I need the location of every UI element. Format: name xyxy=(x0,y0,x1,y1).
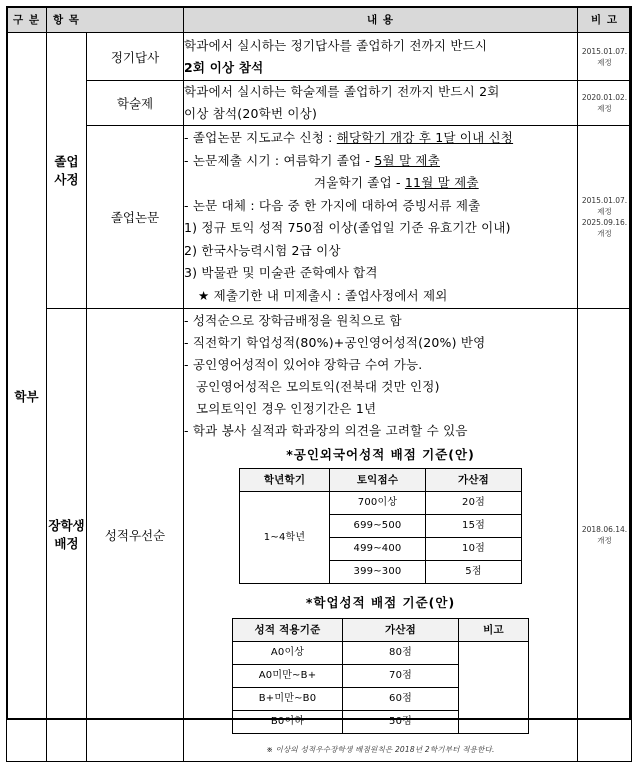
thesis-submit-label: - 논문제출 시기 : 여름학기 졸업 - xyxy=(184,152,375,168)
item-symposium: 학술제 xyxy=(87,81,184,126)
scholarship-line2: - 직전학기 학업성적(80%)+공인영어성적(20%) 반영 xyxy=(184,335,486,350)
academic-range-cell: B0이하 xyxy=(233,711,343,734)
academic-header-range: 성적 적용기준 xyxy=(233,619,343,642)
note-field-trip-date: 2015.01.07. xyxy=(581,46,628,56)
thesis-advisor-deadline: 해당학기 개강 후 1달 이내 신청 xyxy=(336,130,514,145)
scholarship-line3: - 공인영어성적이 있어야 장학금 수여 가능. xyxy=(184,357,423,372)
scholarship-line4: 공인영어성적은 모의토익(전북대 것만 인정) xyxy=(196,379,440,394)
thesis-star-note: ★ 제출기한 내 미제출시 : 졸업사정에서 제외 xyxy=(198,287,448,303)
english-points-cell: 5점 xyxy=(426,561,522,584)
header-item: 항 목 xyxy=(47,7,184,33)
thesis-option-1: 1) 정규 토익 성적 750점 이상(졸업일 기준 유효기간 이내) xyxy=(184,220,511,235)
scholarship-footnote: ※ 이상의 성적우수장학생 배점원칙은 2018년 2학기부터 적용한다. xyxy=(266,745,495,754)
note-symposium-date: 2020.01.02. xyxy=(581,93,628,102)
category-scholarship-line2: 배정 xyxy=(54,536,79,551)
item-merit: 성적우선순 xyxy=(87,309,184,762)
english-header-points: 가산점 xyxy=(426,469,522,492)
english-grade-cell: 1~4학년 xyxy=(240,492,330,584)
academic-points-cell: 60점 xyxy=(343,688,459,711)
english-points-cell: 10점 xyxy=(426,538,522,561)
category-undergrad: 학부 xyxy=(7,33,47,762)
category-graduation-line1: 졸업 xyxy=(54,153,79,169)
academic-points-cell: 70점 xyxy=(343,665,459,688)
scholarship-line6: - 학과 봉사 실적과 학과장의 의견을 고려할 수 있음 xyxy=(184,423,468,438)
english-score-cell: 399~300 xyxy=(330,561,426,584)
header-category: 구 분 xyxy=(7,7,47,33)
academic-points-cell: 50점 xyxy=(343,711,459,734)
header-content: 내 용 xyxy=(184,7,578,33)
english-header-grade: 학년학기 xyxy=(240,469,330,492)
english-points-cell: 15점 xyxy=(426,515,522,538)
item-thesis: 졸업논문 xyxy=(87,126,184,309)
english-score-cell: 499~400 xyxy=(330,538,426,561)
thesis-option-2: 2) 한국사능력시험 2급 이상 xyxy=(184,242,341,258)
header-remarks: 비 고 xyxy=(578,7,632,33)
scholarship-line1: - 성적순으로 장학금배정을 원칙으로 함 xyxy=(184,313,402,328)
note-thesis-date1: 2015.01.07. xyxy=(581,196,628,205)
scholarship-line5: 모의토익인 경우 인정기간은 1년 xyxy=(196,401,377,416)
category-graduation-line2: 사정 xyxy=(54,171,79,187)
english-score-cell: 700이상 xyxy=(330,492,426,515)
academic-header-points: 가산점 xyxy=(343,619,459,642)
english-points-cell: 20점 xyxy=(426,492,522,515)
thesis-replace: - 논문 대체 : 다음 중 한 가지에 대하여 증빙서류 제출 xyxy=(184,197,481,213)
note-thesis-date2: 2025.09.16. xyxy=(581,218,628,227)
note-scholarship-date: 2018.06.14. xyxy=(581,525,628,534)
academic-header-remarks: 비고 xyxy=(459,619,529,642)
note-thesis-type1: 제정 xyxy=(597,207,612,216)
academic-points-cell: 80점 xyxy=(343,642,459,665)
thesis-submit-summer: 5월 말 제출 xyxy=(374,152,440,168)
field-trip-line2: 2회 이상 참석 xyxy=(184,59,264,75)
academic-range-cell: A0미만~B+ xyxy=(233,665,343,688)
symposium-line2: 이상 참석(20학번 이상) xyxy=(184,106,318,121)
academic-range-cell: A0이상 xyxy=(233,642,343,665)
note-scholarship-type: 개정 xyxy=(597,536,612,545)
thesis-submit-winter: 11월 말 제출 xyxy=(404,175,479,190)
english-header-score: 토익점수 xyxy=(330,469,426,492)
thesis-winter-label: 겨울학기 졸업 - xyxy=(314,175,405,190)
english-score-cell: 699~500 xyxy=(330,515,426,538)
thesis-advisor-label: - 졸업논문 지도교수 신청 : xyxy=(184,130,337,145)
category-scholarship-line1: 장학생 xyxy=(48,518,85,533)
field-trip-line1: 학과에서 실시하는 정기답사를 졸업하기 전까지 반드시 xyxy=(184,37,488,53)
note-symposium-type: 제정 xyxy=(597,104,612,113)
item-field-trip: 정기답사 xyxy=(87,33,184,81)
thesis-option-3: 3) 박물관 및 미술관 준학예사 합격 xyxy=(184,265,378,280)
academic-range-cell: B+미만~B0 xyxy=(233,688,343,711)
note-thesis-type2: 개정 xyxy=(597,229,612,238)
english-score-title: *공인외국어성적 배점 기준(안) xyxy=(286,447,475,462)
note-field-trip-type: 제정 xyxy=(597,57,612,67)
academic-score-title: *학업성적 배점 기준(안) xyxy=(305,595,456,610)
symposium-line1: 학과에서 실시하는 학술제를 졸업하기 전까지 반드시 2회 xyxy=(184,84,500,99)
outer-border xyxy=(6,6,631,720)
